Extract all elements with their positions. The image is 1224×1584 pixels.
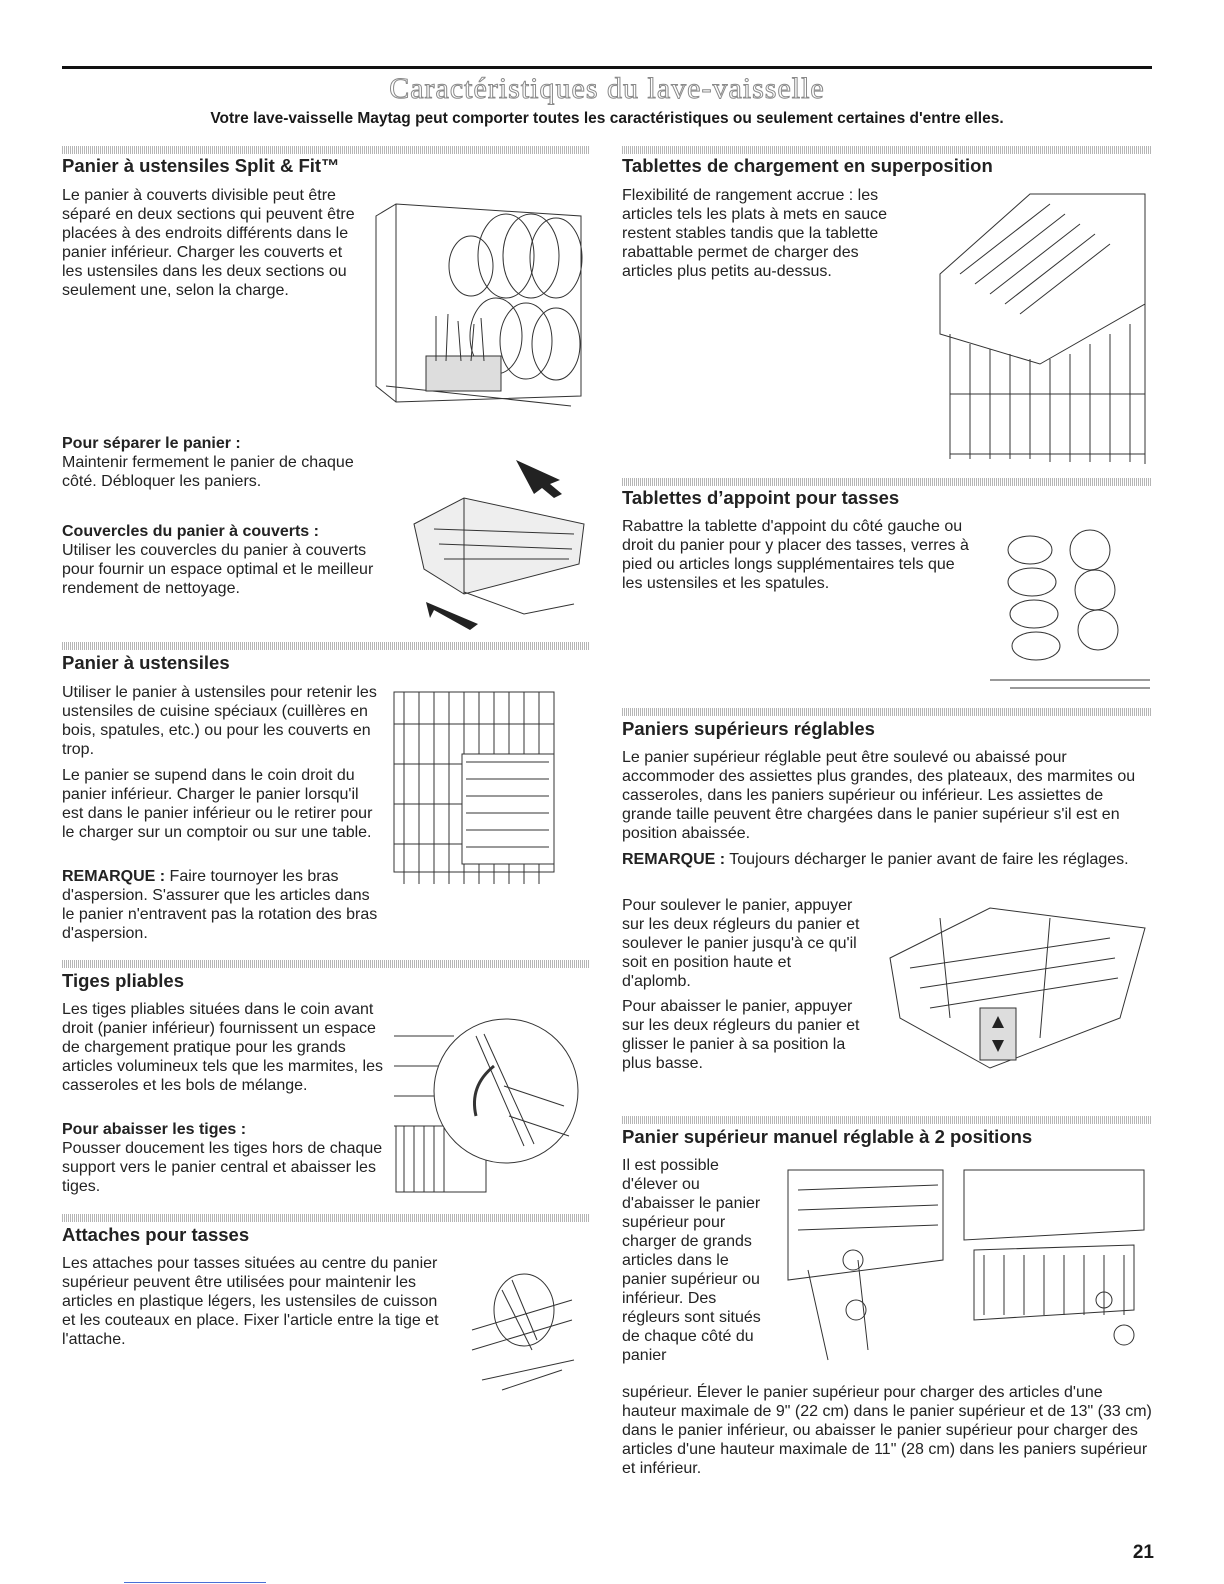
stemware-shelves-body: Flexibilité de rangement accrue : les articles tels les plats à mets en sauce restent stables tandis que la tablette rabattable permet de charger des articles plus petits au-dessus. bbox=[622, 187, 888, 280]
basket-covers-title: Couvercles du panier à couverts : bbox=[62, 523, 319, 540]
split-fit-heading: Panier à ustensiles Split & Fit™ bbox=[62, 155, 340, 176]
cup-clip-illustration bbox=[462, 1270, 586, 1406]
cup-clips-body: Les attaches pour tasses situées au centre du panier supérieur peuvent être utilisées pour maintenir les articles en plastique légers, les ustensiles de cuisson et les couteaux en place. Fixer l'article entre la tige et l'attache. bbox=[62, 1255, 439, 1348]
lower-rack-instructions: Pour abaisser le panier, appuyer sur les deux régleurs du panier et glisser le panier à sa position la plus basse. bbox=[622, 998, 860, 1072]
section-divider bbox=[62, 146, 590, 154]
arrow-up-left-icon bbox=[516, 460, 562, 498]
section-divider bbox=[622, 146, 1152, 154]
manual-rack-heading: Panier supérieur manuel réglable à 2 positions bbox=[622, 1126, 1033, 1147]
top-rule bbox=[62, 66, 1152, 69]
split-basket-illustration bbox=[366, 196, 588, 414]
note-label: REMARQUE : bbox=[62, 868, 166, 885]
adjustable-rack-illustration bbox=[880, 898, 1148, 1074]
rack-raised-illustration bbox=[778, 1160, 950, 1366]
section-divider bbox=[622, 1116, 1152, 1124]
cup-shelf-illustration bbox=[980, 520, 1152, 692]
section-divider bbox=[62, 1214, 590, 1222]
page-subtitle: Votre lave-vaisselle Maytag peut comporter toutes les caractéristiques ou seulement certaines d'entre elles. bbox=[210, 110, 1004, 127]
utensil-basket-heading: Panier à ustensiles bbox=[62, 652, 230, 673]
fold-tines-illustration bbox=[384, 1006, 588, 1196]
cup-shelves-body: Rabattre la tablette d'appoint du côté gauche ou droit du panier pour y placer des tasses, verres à pied ou articles longs supplémentaires tels que les ustensiles et les spatules. bbox=[622, 518, 969, 592]
utensil-basket-p2: Le panier se supend dans le coin droit du panier inférieur. Charger le panier lorsqu'il est dans le panier inférieur ou le retirer pour le charger sur un comptoir ou sur une table. bbox=[62, 767, 373, 841]
utensil-basket-illustration bbox=[384, 684, 572, 890]
raise-rack-instructions: Pour soulever le panier, appuyer sur les deux régleurs du panier et soulever le panier jusqu'à ce qu'il soit en position haute et d'aplomb. bbox=[622, 897, 860, 990]
page-number: 21 bbox=[1132, 1542, 1154, 1563]
lower-tines-title: Pour abaisser les tiges : bbox=[62, 1121, 247, 1138]
fold-tines-heading: Tiges pliables bbox=[62, 970, 185, 991]
stemware-shelves-heading: Tablettes de chargement en superposition bbox=[622, 155, 993, 176]
fold-tines-body: Les tiges pliables situées dans le coin avant droit (panier inférieur) fournissent un espace de chargement pratique pour les grands articles volumineux tels que les marmites, les casseroles et les bols de mélange. bbox=[62, 1001, 384, 1094]
cup-shelves-heading: Tablettes d’appoint pour tasses bbox=[622, 487, 900, 508]
section-divider bbox=[62, 642, 590, 650]
cup-clips-heading: Attaches pour tasses bbox=[62, 1224, 250, 1245]
basket-separation-illustration bbox=[404, 454, 594, 632]
stemware-shelf-illustration bbox=[930, 184, 1152, 466]
adjustable-racks-body: Le panier supérieur réglable peut être soulevé ou abaissé pour accommoder des assiettes plus grandes, des plateaux, des marmites ou casseroles, dans les paniers supérieur ou inférieur. Les assiettes de grande taille peuvent être chargées dans le panier supérieur s'il est en position abaissée. bbox=[622, 749, 1136, 842]
split-fit-body: Le panier à couverts divisible peut être séparé en deux sections qui peuvent être placées à des endroits différents dans le panier inférieur. Charger les couverts et les ustensiles dans les deux sections ou seulement une, selon la charge. bbox=[62, 187, 355, 299]
separate-basket-body: Maintenir fermement le panier de chaque côté. Débloquer les paniers. bbox=[62, 454, 354, 490]
section-divider bbox=[622, 478, 1152, 486]
section-divider bbox=[622, 708, 1152, 716]
manual-rack-body-narrow: Il est possible d'élever ou d'abaisser le panier supérieur pour charger de grands articles dans le panier supérieur ou inférieur. Des régleurs sont situés de chaque côté du panier bbox=[622, 1157, 761, 1364]
separate-basket-title: Pour séparer le panier : bbox=[62, 435, 241, 452]
utensil-basket-note bbox=[62, 867, 384, 943]
adjustable-racks-note bbox=[622, 850, 1150, 869]
bottom-edge-line bbox=[124, 1582, 266, 1583]
note-text: Faire tournoyer les bras d'aspersion. S'assurer que les articles dans le panier n'entravent pas la rotation des bras d'aspersion. bbox=[62, 868, 378, 942]
adjustable-racks-heading: Paniers supérieurs réglables bbox=[622, 718, 875, 739]
manual-rack-body-wide: supérieur. Élever le panier supérieur pour charger des articles d'une hauteur maximale de 9" (22 cm) dans le panier supérieur et de 13" (33 cm) dans le panier inférieur, ou abaisser le panier supérieur pour charger des articles d'une hauteur maximale de 11" (28 cm) dans les paniers supérieur et inférieur. bbox=[622, 1384, 1152, 1477]
lower-tines-body: Pousser doucement les tiges hors de chaque support vers le panier central et abaisser les tiges. bbox=[62, 1140, 383, 1195]
note-label: REMARQUE : bbox=[622, 851, 726, 868]
utensil-basket-p1: Utiliser le panier à ustensiles pour retenir les ustensiles de cuisine spéciaux (cuillères en bois, spatules, etc.) ou pour les couverts en trop. bbox=[62, 684, 377, 758]
rack-lowered-illustration bbox=[954, 1160, 1150, 1350]
basket-covers-body: Utiliser les couvercles du panier à couverts pour fournir un espace optimal et le meilleur rendement de nettoyage. bbox=[62, 542, 374, 597]
section-divider bbox=[62, 960, 590, 968]
note-text: Toujours décharger le panier avant de faire les réglages. bbox=[725, 851, 1129, 868]
page-title: Caractéristiques du lave-vaisselle bbox=[389, 72, 825, 105]
arrow-down-right-icon bbox=[426, 602, 478, 630]
